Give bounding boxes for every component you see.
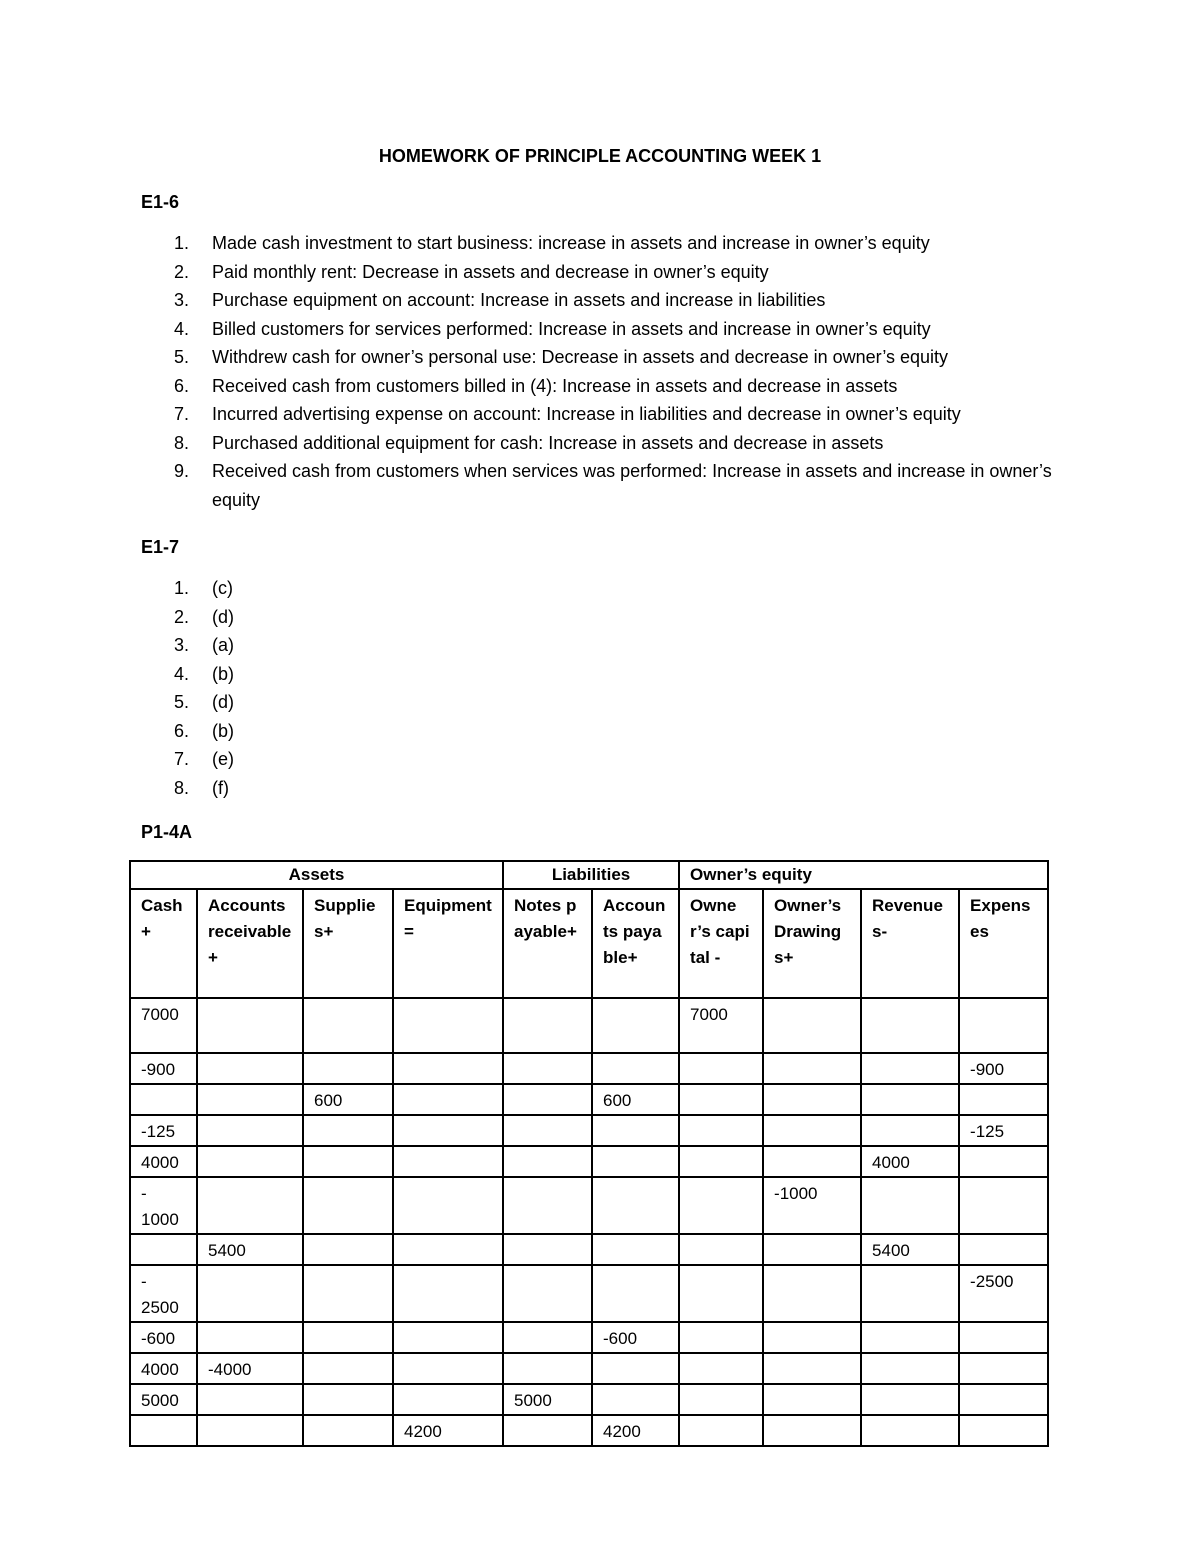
column-header-cell: Accounts receivable+ [197, 889, 303, 998]
table-cell [503, 1115, 592, 1146]
table-cell [303, 1353, 393, 1384]
e1-6-answer-list [141, 229, 1061, 514]
item-number: 4. [174, 663, 190, 684]
table-cell: -125 [130, 1115, 197, 1146]
column-header-cell: Supplies+ [303, 889, 393, 998]
item-number: 7. [174, 749, 190, 769]
table-row [130, 1353, 1048, 1384]
table-cell [959, 1084, 1048, 1115]
table-cell [592, 1265, 679, 1322]
table-cell: 4000 [130, 1353, 197, 1384]
table-cell [303, 1177, 393, 1234]
table-cell [393, 1115, 503, 1146]
table-cell [592, 1146, 679, 1177]
table-row [130, 998, 1048, 1053]
table-cell [679, 1084, 763, 1115]
item-number: 9. [174, 461, 190, 481]
table-cell [861, 1177, 959, 1234]
table-cell [197, 1265, 303, 1322]
list-item [141, 258, 1061, 287]
table-cell [130, 1234, 197, 1265]
table-row [130, 1146, 1048, 1177]
table-cell [503, 1146, 592, 1177]
list-item [141, 457, 1061, 514]
table-cell [393, 1265, 503, 1322]
item-number: 5. [174, 347, 190, 367]
table-cell [592, 998, 679, 1053]
table-cell: 600 [592, 1084, 679, 1115]
list-item [141, 745, 541, 774]
table-cell [592, 1234, 679, 1265]
table-cell [679, 1384, 763, 1415]
table-cell [679, 1053, 763, 1084]
item-number: 5. [174, 692, 190, 712]
table-cell [679, 1177, 763, 1234]
item-text: Withdrew cash for owner’s personal use: Decrease in assets and decrease in owner’s equity [212, 347, 949, 367]
list-item [141, 631, 541, 660]
table-cell [679, 1353, 763, 1384]
table-cell: -900 [130, 1053, 197, 1084]
list-item [141, 343, 1061, 372]
section-heading-p1-4a: P1-4A [141, 822, 193, 842]
table-cell [861, 1084, 959, 1115]
table-cell [763, 1146, 861, 1177]
table-row [130, 1177, 1048, 1234]
table-cell [861, 1322, 959, 1353]
item-text: Received cash from customers when services was performed: Increase in assets and increase in owner’s equity [212, 461, 1052, 510]
item-text: (d) [212, 606, 234, 627]
table-cell [959, 1353, 1048, 1384]
group-header-cell: Liabilities [503, 861, 679, 889]
table-cell [959, 1415, 1048, 1446]
table-cell [592, 1384, 679, 1415]
table-cell [503, 1234, 592, 1265]
table-cell [197, 1053, 303, 1084]
table-cell [592, 1353, 679, 1384]
table-cell [303, 1265, 393, 1322]
list-item [141, 774, 541, 803]
table-cell [763, 1053, 861, 1084]
table-cell [197, 1146, 303, 1177]
table-cell: 4200 [592, 1415, 679, 1446]
item-number: 6. [174, 720, 190, 741]
table-row [130, 1322, 1048, 1353]
item-text: (c) [212, 578, 233, 598]
table-cell [503, 1415, 592, 1446]
table-cell [303, 1322, 393, 1353]
column-header-cell: Cash + [130, 889, 197, 998]
item-number: 8. [174, 777, 190, 798]
table-cell [679, 1265, 763, 1322]
item-text: Purchase equipment on account: Increase in assets and increase in liabilities [212, 290, 826, 310]
table-row [130, 1415, 1048, 1446]
table-cell [393, 1084, 503, 1115]
column-header-cell: Accounts payable+ [592, 889, 679, 998]
item-number: 6. [174, 375, 190, 396]
table-cell: 4000 [130, 1146, 197, 1177]
table-cell [592, 1115, 679, 1146]
table-cell [861, 1415, 959, 1446]
table-cell [303, 1415, 393, 1446]
table-cell [861, 998, 959, 1053]
table-cell [503, 1084, 592, 1115]
table-row [130, 1053, 1048, 1084]
item-number: 3. [174, 290, 190, 310]
table-cell [861, 1353, 959, 1384]
table-cell [763, 1322, 861, 1353]
table-cell [763, 1265, 861, 1322]
table-cell [130, 1084, 197, 1115]
list-item [141, 229, 1061, 258]
table-cell [503, 1322, 592, 1353]
table-cell: -125 [959, 1115, 1048, 1146]
table-cell [503, 1053, 592, 1084]
item-text: Paid monthly rent: Decrease in assets and decrease in owner’s equity [212, 261, 769, 282]
column-header-cell: Owner’s capital - [679, 889, 763, 998]
table-cell: 5000 [130, 1384, 197, 1415]
list-item [141, 372, 1061, 401]
list-item [141, 717, 541, 746]
item-number: 1. [174, 233, 190, 253]
table-cell [763, 1115, 861, 1146]
item-number: 7. [174, 404, 190, 424]
table-cell: -2500 [959, 1265, 1048, 1322]
table-cell [503, 1177, 592, 1234]
table-cell [679, 1415, 763, 1446]
list-item [141, 315, 1061, 344]
list-item [141, 688, 541, 717]
table-cell [393, 1146, 503, 1177]
table-cell [303, 1234, 393, 1265]
column-header-cell: Expenses [959, 889, 1048, 998]
table-cell: 4200 [393, 1415, 503, 1446]
list-item [141, 400, 1061, 429]
table-cell: 5400 [197, 1234, 303, 1265]
section-heading-e1-7: E1-7 [141, 537, 180, 557]
table-cell: - 2500 [130, 1265, 197, 1322]
table-cell [959, 998, 1048, 1053]
table-cell [303, 1053, 393, 1084]
table-cell [197, 998, 303, 1053]
table-cell [959, 1234, 1048, 1265]
table-cell [861, 1115, 959, 1146]
table-cell [763, 1353, 861, 1384]
table-cell: -900 [959, 1053, 1048, 1084]
table-cell [303, 1115, 393, 1146]
table-cell [197, 1322, 303, 1353]
table-row [130, 1265, 1048, 1322]
column-header-cell: Equipment= [393, 889, 503, 998]
table-cell [679, 1146, 763, 1177]
item-text: (f) [212, 777, 229, 798]
table-cell [679, 1322, 763, 1353]
table-cell [393, 998, 503, 1053]
table-cell: 5000 [503, 1384, 592, 1415]
table-cell [763, 1384, 861, 1415]
table-cell [592, 1177, 679, 1234]
table-cell: 600 [303, 1084, 393, 1115]
table-cell [393, 1322, 503, 1353]
list-item [141, 286, 1061, 315]
column-header-row [130, 889, 1048, 998]
table-cell: 4000 [861, 1146, 959, 1177]
item-number: 2. [174, 261, 190, 282]
item-text: (b) [212, 720, 234, 741]
table-cell [197, 1384, 303, 1415]
table-cell [763, 1415, 861, 1446]
table-cell [679, 1115, 763, 1146]
table-cell [393, 1177, 503, 1234]
table-cell [197, 1415, 303, 1446]
list-item [141, 660, 541, 689]
table-cell: - 1000 [130, 1177, 197, 1234]
item-text: (e) [212, 749, 234, 769]
table-cell [503, 1353, 592, 1384]
table-cell: -4000 [197, 1353, 303, 1384]
table-cell [393, 1234, 503, 1265]
table-row [130, 1234, 1048, 1265]
table-cell [303, 1146, 393, 1177]
item-text: Purchased additional equipment for cash: Increase in assets and decrease in assets [212, 432, 884, 453]
table-cell: 7000 [130, 998, 197, 1053]
table-cell: 7000 [679, 998, 763, 1053]
table-row [130, 1384, 1048, 1415]
item-number: 2. [174, 606, 190, 627]
table-cell [503, 998, 592, 1053]
table-cell: -1000 [763, 1177, 861, 1234]
table-cell [861, 1265, 959, 1322]
table-cell [197, 1177, 303, 1234]
list-item [141, 574, 541, 603]
list-item [141, 429, 1061, 458]
column-header-cell: Owner’s Drawings+ [763, 889, 861, 998]
table-cell [763, 1234, 861, 1265]
accounting-equation-table [129, 860, 1049, 1447]
table-cell [763, 1084, 861, 1115]
table-cell [393, 1353, 503, 1384]
e1-7-answer-list [141, 574, 541, 802]
table-cell [503, 1265, 592, 1322]
group-header-cell: Assets [130, 861, 503, 889]
table-cell [861, 1053, 959, 1084]
table-row [130, 1084, 1048, 1115]
section-heading-e1-6: E1-6 [141, 192, 180, 212]
table-cell [959, 1384, 1048, 1415]
item-text: Received cash from customers billed in (4): Increase in assets and decrease in assets [212, 375, 898, 396]
table-row [130, 1115, 1048, 1146]
table-cell [861, 1384, 959, 1415]
item-text: (b) [212, 663, 234, 684]
item-number: 4. [174, 318, 190, 339]
list-item [141, 603, 541, 632]
table-cell [130, 1415, 197, 1446]
document-title: HOMEWORK OF PRINCIPLE ACCOUNTING WEEK 1 [378, 146, 822, 166]
table-cell [393, 1053, 503, 1084]
table-cell [679, 1234, 763, 1265]
table-cell [303, 998, 393, 1053]
item-text: (d) [212, 692, 234, 712]
group-header-row [130, 861, 1048, 889]
item-text: Billed customers for services performed: Increase in assets and increase in owner’s equity [212, 318, 931, 339]
item-text: Made cash investment to start business: increase in assets and increase in owner’s equity [212, 233, 930, 253]
group-header-cell: Owner’s equity [679, 861, 1048, 889]
table-cell [393, 1384, 503, 1415]
item-number: 3. [174, 635, 190, 655]
column-header-cell: Notes payable+ [503, 889, 592, 998]
table-cell [197, 1084, 303, 1115]
table-cell [763, 998, 861, 1053]
table-cell [592, 1053, 679, 1084]
item-text: (a) [212, 635, 234, 655]
table-cell [303, 1384, 393, 1415]
column-header-cell: Revenues- [861, 889, 959, 998]
item-number: 1. [174, 578, 190, 598]
item-number: 8. [174, 432, 190, 453]
table-cell [959, 1146, 1048, 1177]
table-cell [197, 1115, 303, 1146]
item-text: Incurred advertising expense on account: Increase in liabilities and decrease in owner’s equity [212, 404, 961, 424]
table-cell [959, 1177, 1048, 1234]
table-cell: -600 [130, 1322, 197, 1353]
table-cell [959, 1322, 1048, 1353]
table-cell: 5400 [861, 1234, 959, 1265]
table-cell: -600 [592, 1322, 679, 1353]
